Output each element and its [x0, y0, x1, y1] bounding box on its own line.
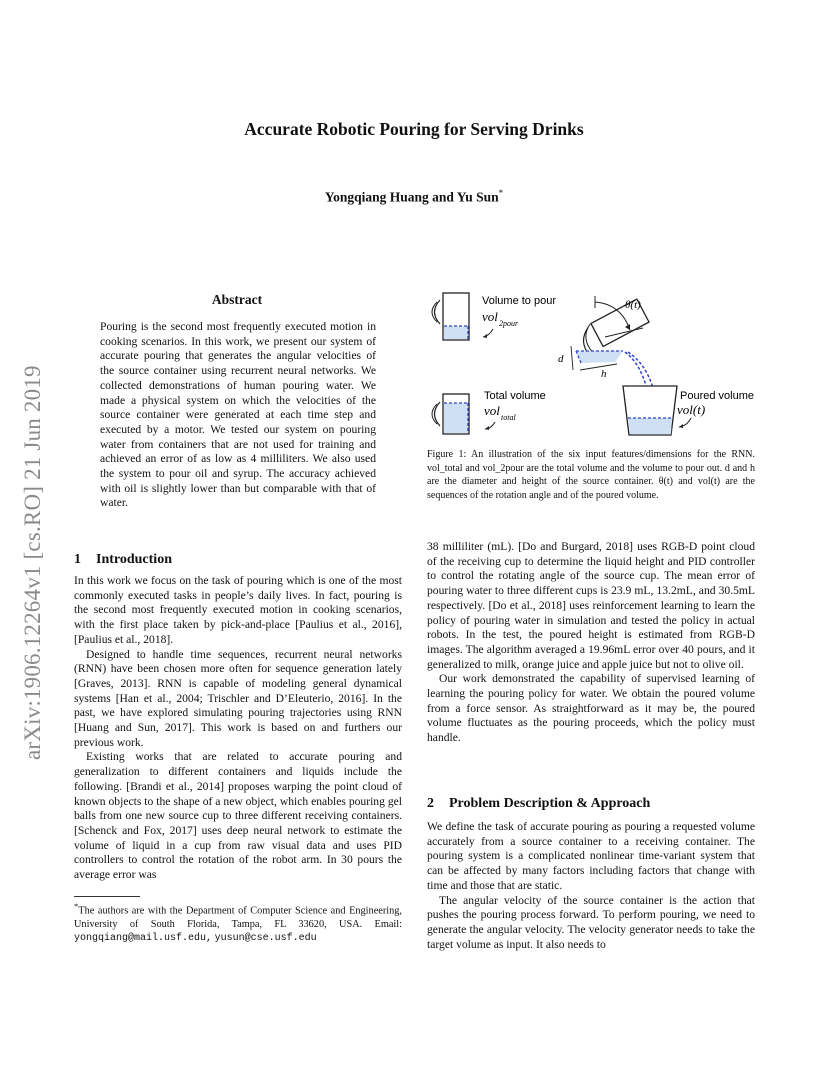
symbol-vol-2pour: vol: [482, 309, 498, 324]
abstract-heading: Abstract: [211, 292, 263, 307]
symbol-d: d: [558, 353, 564, 365]
section-1-heading: [74, 552, 172, 568]
paper-authors: [0, 188, 828, 206]
symbol-vol-t: vol(t): [677, 402, 706, 417]
label-total-volume: Total volume: [484, 390, 546, 402]
section-2-number: 2: [427, 796, 434, 811]
source-cup-to-pour: [432, 293, 469, 340]
footnote-rule: [74, 896, 140, 897]
footnote: [74, 900, 402, 946]
section-2-heading: [427, 796, 650, 812]
section-2-title: Problem Description & Approach: [449, 796, 651, 811]
caption-text: Figure 1: An illustration of the six input features/dimensions for the RNN. vol_total and vol_2pour are the total volume and the volume to pour out. d and h are the diameter and height of the source container. θ(t) and vol(t) are the sequences of the rotation angle and of the poured volume.: [427, 449, 755, 501]
receiving-cup: [623, 386, 677, 435]
author-names: Yongqiang Huang and Yu Sun: [324, 189, 499, 205]
intro-paragraph-2: Designed to handle time sequences, recurrent neural networks (RNN) have been chosen more often for sequence generation lately [Graves, 2013]. RNN is capable of modeling general dynamical systems [Han et al., 2004; Trischler and D’Eleuterio, 2016]. In the past, we have explored simulating pouring trajectories using RNN [Huang and Sun, 2017]. This work is based on and furthers our previous work.: [74, 647, 402, 749]
footnote-email-2: yusun@cse.usf.edu: [214, 933, 317, 945]
symbol-theta: θ(t): [625, 299, 641, 311]
label-poured-volume: Poured volume: [680, 390, 754, 402]
source-cup-total: [432, 394, 469, 434]
right-paragraph-1: 38 milliliter (mL). [Do and Burgard, 2018] uses RGB-D point cloud of the receiving cup to determine the liquid height and PID controller to control the rotating angle of the source cup. The mean error of pouring water to three different cups is 23.9 mL, 13.2mL, and 30.5mL respectively. [Do et al., 2018] uses reinforcement learning to learn the policy of pouring water in simulation and tested the policy in actual robots. In the test, the poured height is estimated from RGB-D images. The algorithm averaged a 19.96mL error over 40 pours, and it generalized to milk, orange juice and apple juice but not to olive oil.: [427, 540, 755, 671]
intro-paragraph-1: In this work we focus on the task of pouring which is one of the most commonly executed tasks in people’s daily lives. In fact, pouring is the second most frequently executed motion in cooking scenarios, with the first place taken by pick-and-place [Paulius et al., 2016], [Paulius et al., 2018].: [74, 574, 402, 646]
intro-paragraph-3: Existing works that are related to accurate pouring and generalization to different containers and liquids include the following. [Brandi et al., 2014] proposes warping the point cloud of known objects to the shape of a new object, which enables pouring gel balls from one new source cup to three different receiving containers. [Schenck and Fox, 2017] uses deep neural network to estimate the volume of liquid in a cup from raw visual data and uses PID controllers to control the rotation of the robot arm. In 30 pours the average error was: [74, 750, 402, 882]
subscript-total: total: [501, 413, 516, 422]
symbol-vol-total: vol: [484, 403, 500, 418]
right-column-body: [427, 540, 755, 746]
section-2-paragraph-2: The angular velocity of the source container is the action that pushes the pouring process forward. To perform pouring, we need to generate the angular velocity. The velocity generator needs to take the target volume as input. It also needs to: [427, 893, 755, 951]
symbol-h: h: [601, 368, 607, 380]
abstract-text: Pouring is the second most frequently executed motion in cooking scenarios. In this work, we present our system of accurate pouring that generates the angular velocities of the source container using recurrent neural networks. We collected demonstrations of human pouring water. We made a physical system on which the velocities of the source container were generated at each time step and executed by a motor. We tested our system on pouring water from containers that are not used for training and achieved an error of as low as 4 milliliters. We also used the system to pour oil and syrup. The accuracy achieved with oil is slightly lower than but comparable with that of water.: [100, 320, 376, 510]
label-volume-to-pour: Volume to pour: [482, 295, 556, 307]
section-1-title: Introduction: [96, 552, 172, 567]
arxiv-id: arXiv:1906.12264v1 [cs.RO] 21 Jun 2019: [20, 365, 45, 760]
author-footnote-mark: *: [498, 188, 504, 198]
arxiv-stamp: [18, 290, 48, 760]
section-1-number: 1: [74, 552, 81, 567]
footnote-mark: *: [74, 901, 79, 911]
figure-1-caption: [427, 448, 755, 502]
right-paragraph-2: Our work demonstrated the capability of supervised learning of learning the pouring policy for water. We obtain the poured volume from a force sensor. As straightforward as it may be, the poured volume fluctuates as the pouring proceeds, which the policy must handle.: [427, 672, 755, 745]
section-2-body: [427, 820, 755, 952]
subscript-2pour: 2pour: [499, 319, 519, 328]
section-2-paragraph-1: We define the task of accurate pouring as pouring a requested volume accurately from a source container to a receiving container. The pouring system is a complicated nonlinear time-variant system that can be affected by many factors including factors that change with time and those that are static.: [427, 820, 755, 892]
figure-1-illustration: [425, 290, 760, 440]
paper-title: Accurate Robotic Pouring for Serving Drinks: [244, 119, 584, 139]
abstract-body: [100, 320, 376, 511]
footnote-email-1: yongqiang@mail.usf.edu,: [74, 933, 213, 945]
intro-body: [74, 574, 402, 883]
footnote-text: The authors are with the Department of Computer Science and Engineering, University of South Florida, Tampa, FL 33620, USA. Email:: [74, 905, 402, 930]
